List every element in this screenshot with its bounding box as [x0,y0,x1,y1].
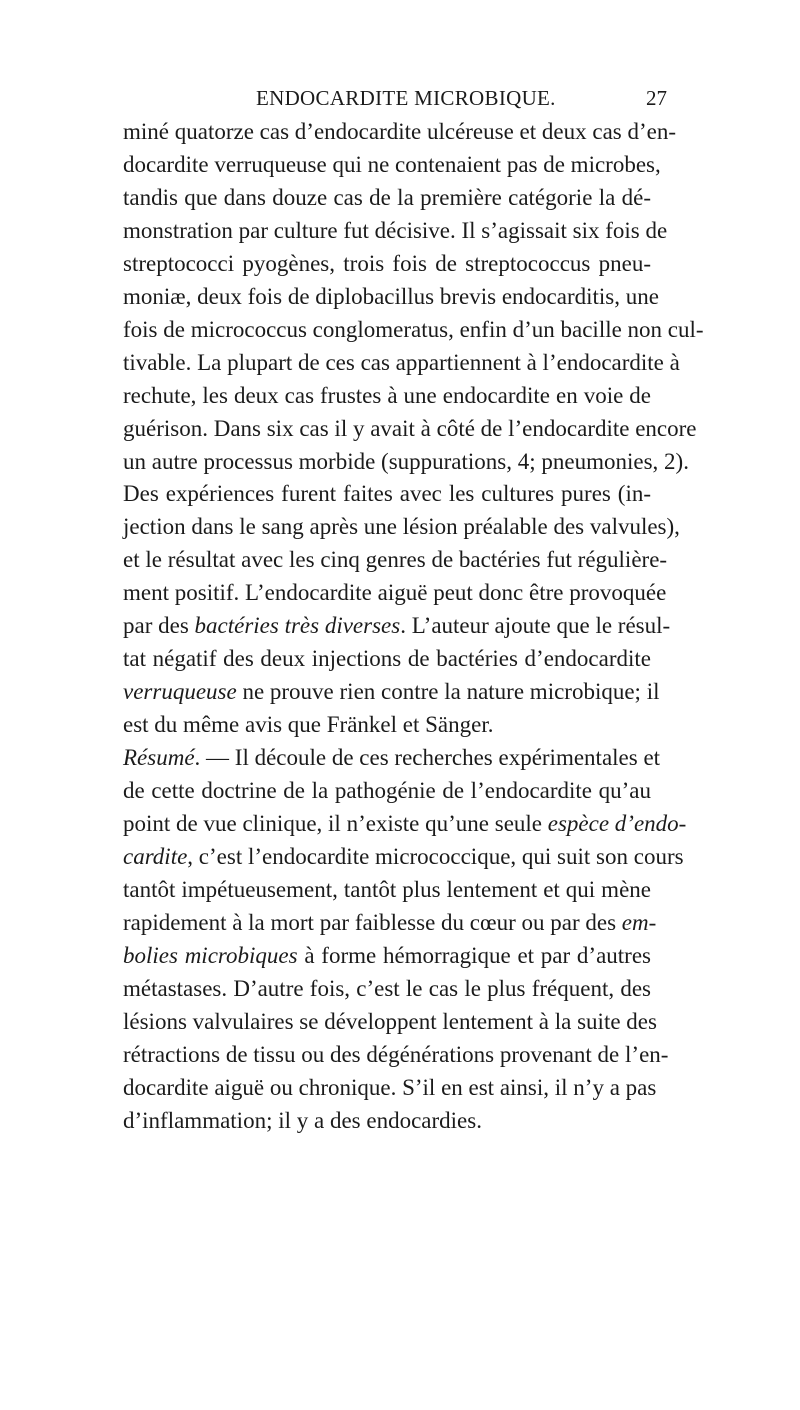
text-line: fois de micrococcus conglomeratus, enfin d’un bacille non cul- [123,316,704,342]
italic-phrase: bactéries très diverses [194,613,401,639]
text-line [123,940,651,973]
text-line [123,610,671,643]
text-line: moniæ, deux fois de diplobacillus brevis endocarditis, une [123,283,659,309]
text-line: métastases. D’autre fois, c’est le cas le plus fréquent, des [123,975,651,1001]
text-run: ne prouve rien contre la nature microbique; il [236,679,660,705]
italic-phrase: Résumé [123,745,195,771]
text-line: streptococci pyogènes, trois fois de streptococcus pneu- [123,250,651,276]
text-line: docardite aiguë ou chronique. S’il en est ainsi, il n’y a pas [123,1074,657,1100]
text-line: de cette doctrine de la pathogénie de l’endocardite qu’au [123,778,651,804]
text-line: rétractions de tissu ou des dégénérations provenant de l’en- [123,1041,669,1067]
page-number: 27 [646,86,667,110]
text-line: jection dans le sang après une lésion préalable des valvules), [123,514,680,540]
text-line: guérison. Dans six cas il y avait à côté de l’endocardite encore [123,415,697,441]
text-line: monstration par culture fut décisive. Il s’agissait six fois de [123,217,668,243]
text-line: d’inflammation; il y a des endocardies. [123,1107,482,1133]
text-run: par des [123,613,195,639]
italic-phrase: verruqueuse [123,679,237,705]
text-run: . — Il découle de ces recherches expérimentales et [194,745,661,771]
text-line: est du même avis que Fränkel et Sänger. [123,712,494,738]
italic-phrase: bolies microbiques [123,942,298,968]
body-text [123,116,704,1138]
text-run: à forme hémorragique et par d’autres [297,942,651,968]
text-line: tandis que dans douze cas de la première catégorie la dé- [123,184,651,210]
text-line: Des expériences furent faites avec les cultures pures (in- [123,481,651,507]
text-line: miné quatorze cas d’endocardite ulcéreuse et deux cas d’en- [123,119,676,144]
text-line: tantôt impétueusement, tantôt plus lentement et qui mène [123,876,651,902]
italic-phrase: espèce d’endo- [547,811,687,837]
text-line [123,808,687,841]
text-line: un autre processus morbide (suppurations, 4; pneumonies, 2). [123,448,689,474]
text-line: tivable. La plupart de ces cas appartiennent à l’endocardite à [123,349,680,375]
text-run: rapidement à la mort par faiblesse du cœur ou par des [123,909,622,935]
text-line [123,676,660,709]
text-run: . L’auteur ajoute que le résul- [400,613,671,639]
text-line: ment positif. L’endocardite aiguë peut donc être provoquée [123,580,667,606]
text-line [123,841,684,874]
text-line: docardite verruqueuse qui ne contenaient pas de microbes, [123,151,661,177]
text-line: lésions valvulaires se développent lentement à la suite des [123,1008,657,1034]
text-line: rechute, les deux cas frustes à une endocardite en voie de [123,382,651,408]
italic-phrase: em- [621,909,657,935]
text-run: , c’est l’endocardite micrococcique, qui suit son cours [187,843,684,869]
text-run: point de vue clinique, il n’existe qu’une seule [123,811,548,837]
running-title: ENDOCARDITE MICROBIQUE. [256,86,556,110]
text-line: et le résultat avec les cinq genres de bactéries fut régulière- [123,547,668,573]
text-line [123,742,661,775]
text-line: tat négatif des deux injections de bactéries d’endocardite [123,646,651,672]
text-line [123,907,657,940]
italic-phrase: cardite [123,843,188,869]
